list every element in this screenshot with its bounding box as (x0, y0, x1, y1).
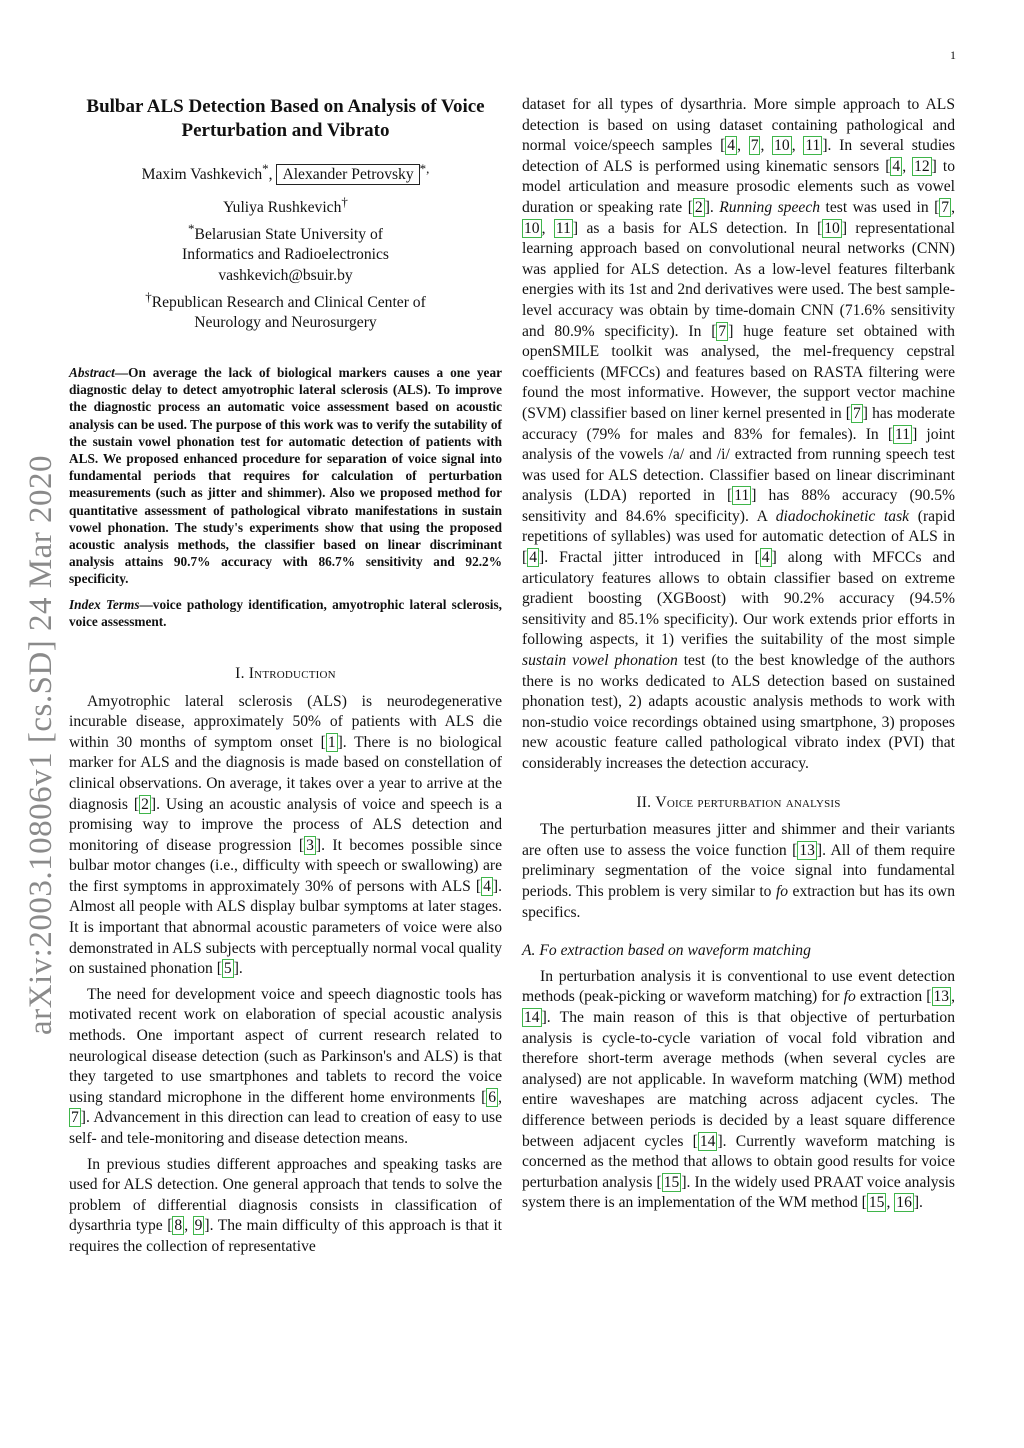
section-numeral: I. (235, 664, 245, 682)
affiliation-mark: * (262, 161, 269, 176)
paragraph: In previous studies different approaches and speaking tasks are used for ALS detection. One general approach that tends to solve the problem of differential diagnosis consists in classification of dysarthria type [ 8 , 9 ]. The main difficulty of this approach is that it requires the collection of representative (69, 1155, 502, 1255)
citation-link[interactable]: 4 (483, 877, 491, 895)
citation-link[interactable]: 4 (892, 157, 901, 175)
subsection-heading (522, 941, 955, 962)
section-numeral: II. (636, 793, 652, 811)
section-title: Voice perturbation analysis (655, 793, 841, 811)
citation-link[interactable]: 3 (306, 836, 314, 854)
citation-link[interactable]: 8 (174, 1217, 183, 1235)
citation-link[interactable]: 13 (933, 988, 950, 1006)
citation-link[interactable]: 7 (718, 322, 727, 340)
index-terms (69, 596, 502, 630)
math-symbol: fo (775, 882, 789, 900)
index-terms-text: —voice pathology identification, amyotrophic lateral sclerosis, voice assessment. (69, 596, 502, 629)
paragraph: Amyotrophic lateral sclerosis (ALS) is neurodegenerative incurable disease, approximately 50% of patients with ALS die within 30 months of symptom onset [ 1 ]. There is no biological marker for ALS and the diagnosis is made based on constellation of clinical observations. On average, it takes over a year to arrive at the diagnosis [ 2 ]. Using an acoustic analysis of voice and speech is a promising way to improve the process of ALS detection and monitoring of disease progression [ 3 ]. It becomes possible since bulbar motor changes (i.e., difficulty with speech or swallowing) are the first symptoms in approximately 30% of persons with ALS [ 4 ]. Almost all people with ALS display bulbar symptoms at later stages. It is important that abnormal acoustic parameters of voice were also demonstrated in ALS subjects with perceptually normal vocal quality on sustained phonation [ 5 ]. (69, 692, 502, 978)
left-column (69, 95, 502, 1258)
affiliation-2 (69, 287, 502, 314)
citation-link[interactable]: 12 (914, 157, 930, 175)
citation-link[interactable]: 10 (774, 137, 790, 155)
citation-link[interactable]: 9 (194, 1217, 203, 1235)
index-terms-label: Index Terms (69, 596, 140, 612)
paragraph: The perturbation measures jitter and shimmer and their variants are often use to assess the voice function [ 13 ]. All of them require preliminary segmentation of the voice signal into fundamental periods. This problem is very similar to fo extraction but has its own specifics. (522, 821, 955, 921)
citation-link[interactable]: 4 (727, 137, 736, 155)
citation-link[interactable]: 11 (555, 219, 571, 237)
math-symbol: fo (843, 988, 856, 1006)
author-name: Yuliya Rushkevich (223, 198, 342, 216)
citation-link[interactable]: 14 (699, 1132, 716, 1150)
affiliation-text: Belarusian State University of (194, 225, 383, 243)
page-number: 1 (950, 48, 956, 62)
abstract (69, 364, 502, 588)
citation-link[interactable]: 16 (896, 1194, 912, 1212)
citation-link[interactable]: 7 (750, 137, 759, 155)
paper-title: Bulbar ALS Detection Based on Analysis of Voice Perturbation and Vibrato (86, 96, 485, 141)
emphasis: sustain vowel phonation (522, 652, 678, 670)
citation-link[interactable]: 1 (327, 733, 336, 751)
citation-link[interactable]: 2 (694, 198, 703, 216)
citation-link[interactable]: 10 (824, 219, 840, 237)
affiliation-text: Republican Research and Clinical Center of (151, 293, 426, 311)
affiliation-mark: *, (419, 161, 430, 176)
abstract-label: Abstract (69, 364, 115, 380)
citation-link[interactable]: 7 (71, 1109, 79, 1127)
citation-link[interactable]: 11 (895, 425, 911, 443)
section-heading-voice-perturbation (522, 793, 955, 814)
citation-link[interactable]: 15 (868, 1194, 885, 1212)
emphasis: diadochokinetic task (775, 507, 910, 525)
citation-link[interactable]: 6 (488, 1088, 497, 1106)
affiliation-1-line-2: Informatics and Radioelectronics (182, 246, 389, 264)
math-symbol: Fo (539, 942, 557, 960)
author-line-2 (69, 192, 502, 219)
affiliation-mark: * (188, 220, 195, 236)
author-email[interactable]: vashkevich@bsuir.by (218, 266, 353, 284)
citation-link[interactable]: 10 (524, 219, 540, 237)
affiliation-2-line-2: Neurology and Neurosurgery (194, 314, 377, 332)
emphasis: Running speech (719, 198, 821, 216)
abstract-text: —On average the lack of biological markers causes a one year diagnostic delay to detect amyotrophic lateral sclerosis (ALS). To improve the diagnostic process an automatic voice assessment based on acoustic analysis can be used. The purpose of this work was to verify the sutability of the sustain vowel phonation test for automatic detection of patients with ALS. We proposed enhanced procedure for separation of voice signal into fundamental periods that requires for calculation of perturbation measurements (such as jitter and shimmer). Also we proposed method for quantitative assessment of pathological vibrato manifestations in sustain vowel phonation. The study's experiments show that using the proposed acoustic analysis methods, the classifier based on linear discriminant analysis attains 90.7% accuracy with 86.7% sensitivity and 92.2% specificity. (69, 364, 502, 587)
author-block (69, 159, 502, 334)
paragraph: The need for development voice and speech diagnostic tools has motivated recent work on elaboration of special acoustic analysis methods. One important aspect of current research related to neurological disease detection (such as Parkinson's and ALS) is that they targeted to use smartphones and tablets to record the voice using standard microphone in the different home environments [ 6 , 7 ]. Advancement in this direction can lead to creation of easy to use self- and tele-monitoring and disease detection means. (69, 985, 502, 1148)
author-name-boxed: Alexander Petrovsky (276, 164, 419, 185)
arxiv-identifier-stamp[interactable]: arXiv:2003.10806v1 [cs.SD] 24 Mar 2020 (23, 455, 59, 1035)
affiliation-mark: † (145, 288, 152, 304)
citation-link[interactable]: 11 (805, 137, 821, 155)
citation-link[interactable]: 11 (734, 487, 750, 505)
right-column (522, 95, 955, 1214)
paragraph-continued: dataset for all types of dysarthria. More simple approach to ALS detection is based on using dataset containing pathological and normal voice/speech samples [ 4 , 7 , 10 , 11 ]. In several studies detection of ALS is performed using kinematic sensors [ 4 , 12 ] to model articulation and measure prosodic elements such as vowel duration or speaking rate [ 2 ]. Running speech test was used in [ 7 , 10 , 11 ] as a basis for ALS detection. In [ 10 ] representational learning approach based on convolutional neural networks (CNN) was applied for ALS detection. As a low-level features filterbank energies with its 1st and 2nd derivatives were used. The best sample-level accuracy was obtain by time-domain CNN (71.6% sensitivity and 80.9% specificity). In [ 7 ] huge feature set obtained with openSMILE toolkit was analysed, the mel-frequency cepstral coefficients (MFCCs) and features based on RASTA filtering were found the most informative. However, the support vector machine (SVM) classifier based on liner kernel presented in [ 7 ] has moderate accuracy (79% for males and 83% for females). In [ 11 ] joint analysis of the vowels /a/ and /i/ extracted from running speech test was used for ALS detection. Classifier based on linear discriminant analysis (LDA) reported in [ 11 ] has 88% accuracy (90.5% sensitivity and 84.6% specificity). A diadochokinetic task (rapid repetitions of syllables) was used for automatic detection of ALS in [ 4 ]. Fractal jitter introduced in [ 4 ] along with MFCCs and articulatory features allows to obtain classifier based on extreme gradient boosting (XGBoost) with 90.2% accuracy (94.5% sensitivity and 85.1% specificity). Our work extends prior efforts in following aspects, it 1) verifies the suitability of the most simple sustain vowel phonation test (to the best knowledge of the authors there is no works dedicated to ALS detection based on sustained phonation test), 2) adapts acoustic analysis methods to work with non-studio voice recordings obtained using smartphone, 3) proposes new acoustic feature called pathological vibrato index (PVI) that considerably increases the detection accuracy. (522, 96, 956, 772)
affiliation-mark: † (341, 193, 348, 209)
citation-link[interactable]: 7 (853, 404, 861, 422)
subsection-label: A. (522, 942, 536, 960)
citation-link[interactable]: 4 (761, 549, 770, 567)
paragraph: In perturbation analysis it is conventional to use event detection methods (peak-picking or waveform matching) for fo extraction [ 13 , 14 ]. The main reason of this is that objective of perturbation analysis is cycle-to-cycle variation of vocal fold vibration and therefore short-term average methods (when several cycles are analysed) are not applicable. In waveform matching (WM) method entire waveshapes are matching across adjacent cycles. The difference between periods is decided by a least square difference between adjacent cycles [ 14 ]. Currently waveform matching is concerned as the method that allows to obtain good results for voice perturbation analysis [ 15 ]. In the widely used PRAAT voice analysis system there is an implementation of the WM method [ 15 , 16 ]. (522, 967, 955, 1212)
section-heading-introduction (69, 664, 502, 685)
citation-link[interactable]: 13 (799, 841, 815, 859)
citation-link[interactable]: 4 (529, 549, 537, 567)
affiliation-1 (69, 219, 502, 246)
citation-link[interactable]: 15 (663, 1173, 680, 1191)
citation-link[interactable]: 7 (941, 198, 950, 216)
citation-link[interactable]: 2 (141, 795, 149, 813)
citation-link[interactable]: 5 (223, 960, 232, 978)
subsection-title: extraction based on waveform matching (556, 942, 811, 960)
section-title: Introduction (248, 664, 336, 682)
author-line-1: Maxim Vashkevich*, Alexander Petrovsky *, (141, 161, 430, 184)
author-name: Maxim Vashkevich (141, 166, 263, 184)
citation-link[interactable]: 14 (524, 1008, 540, 1026)
